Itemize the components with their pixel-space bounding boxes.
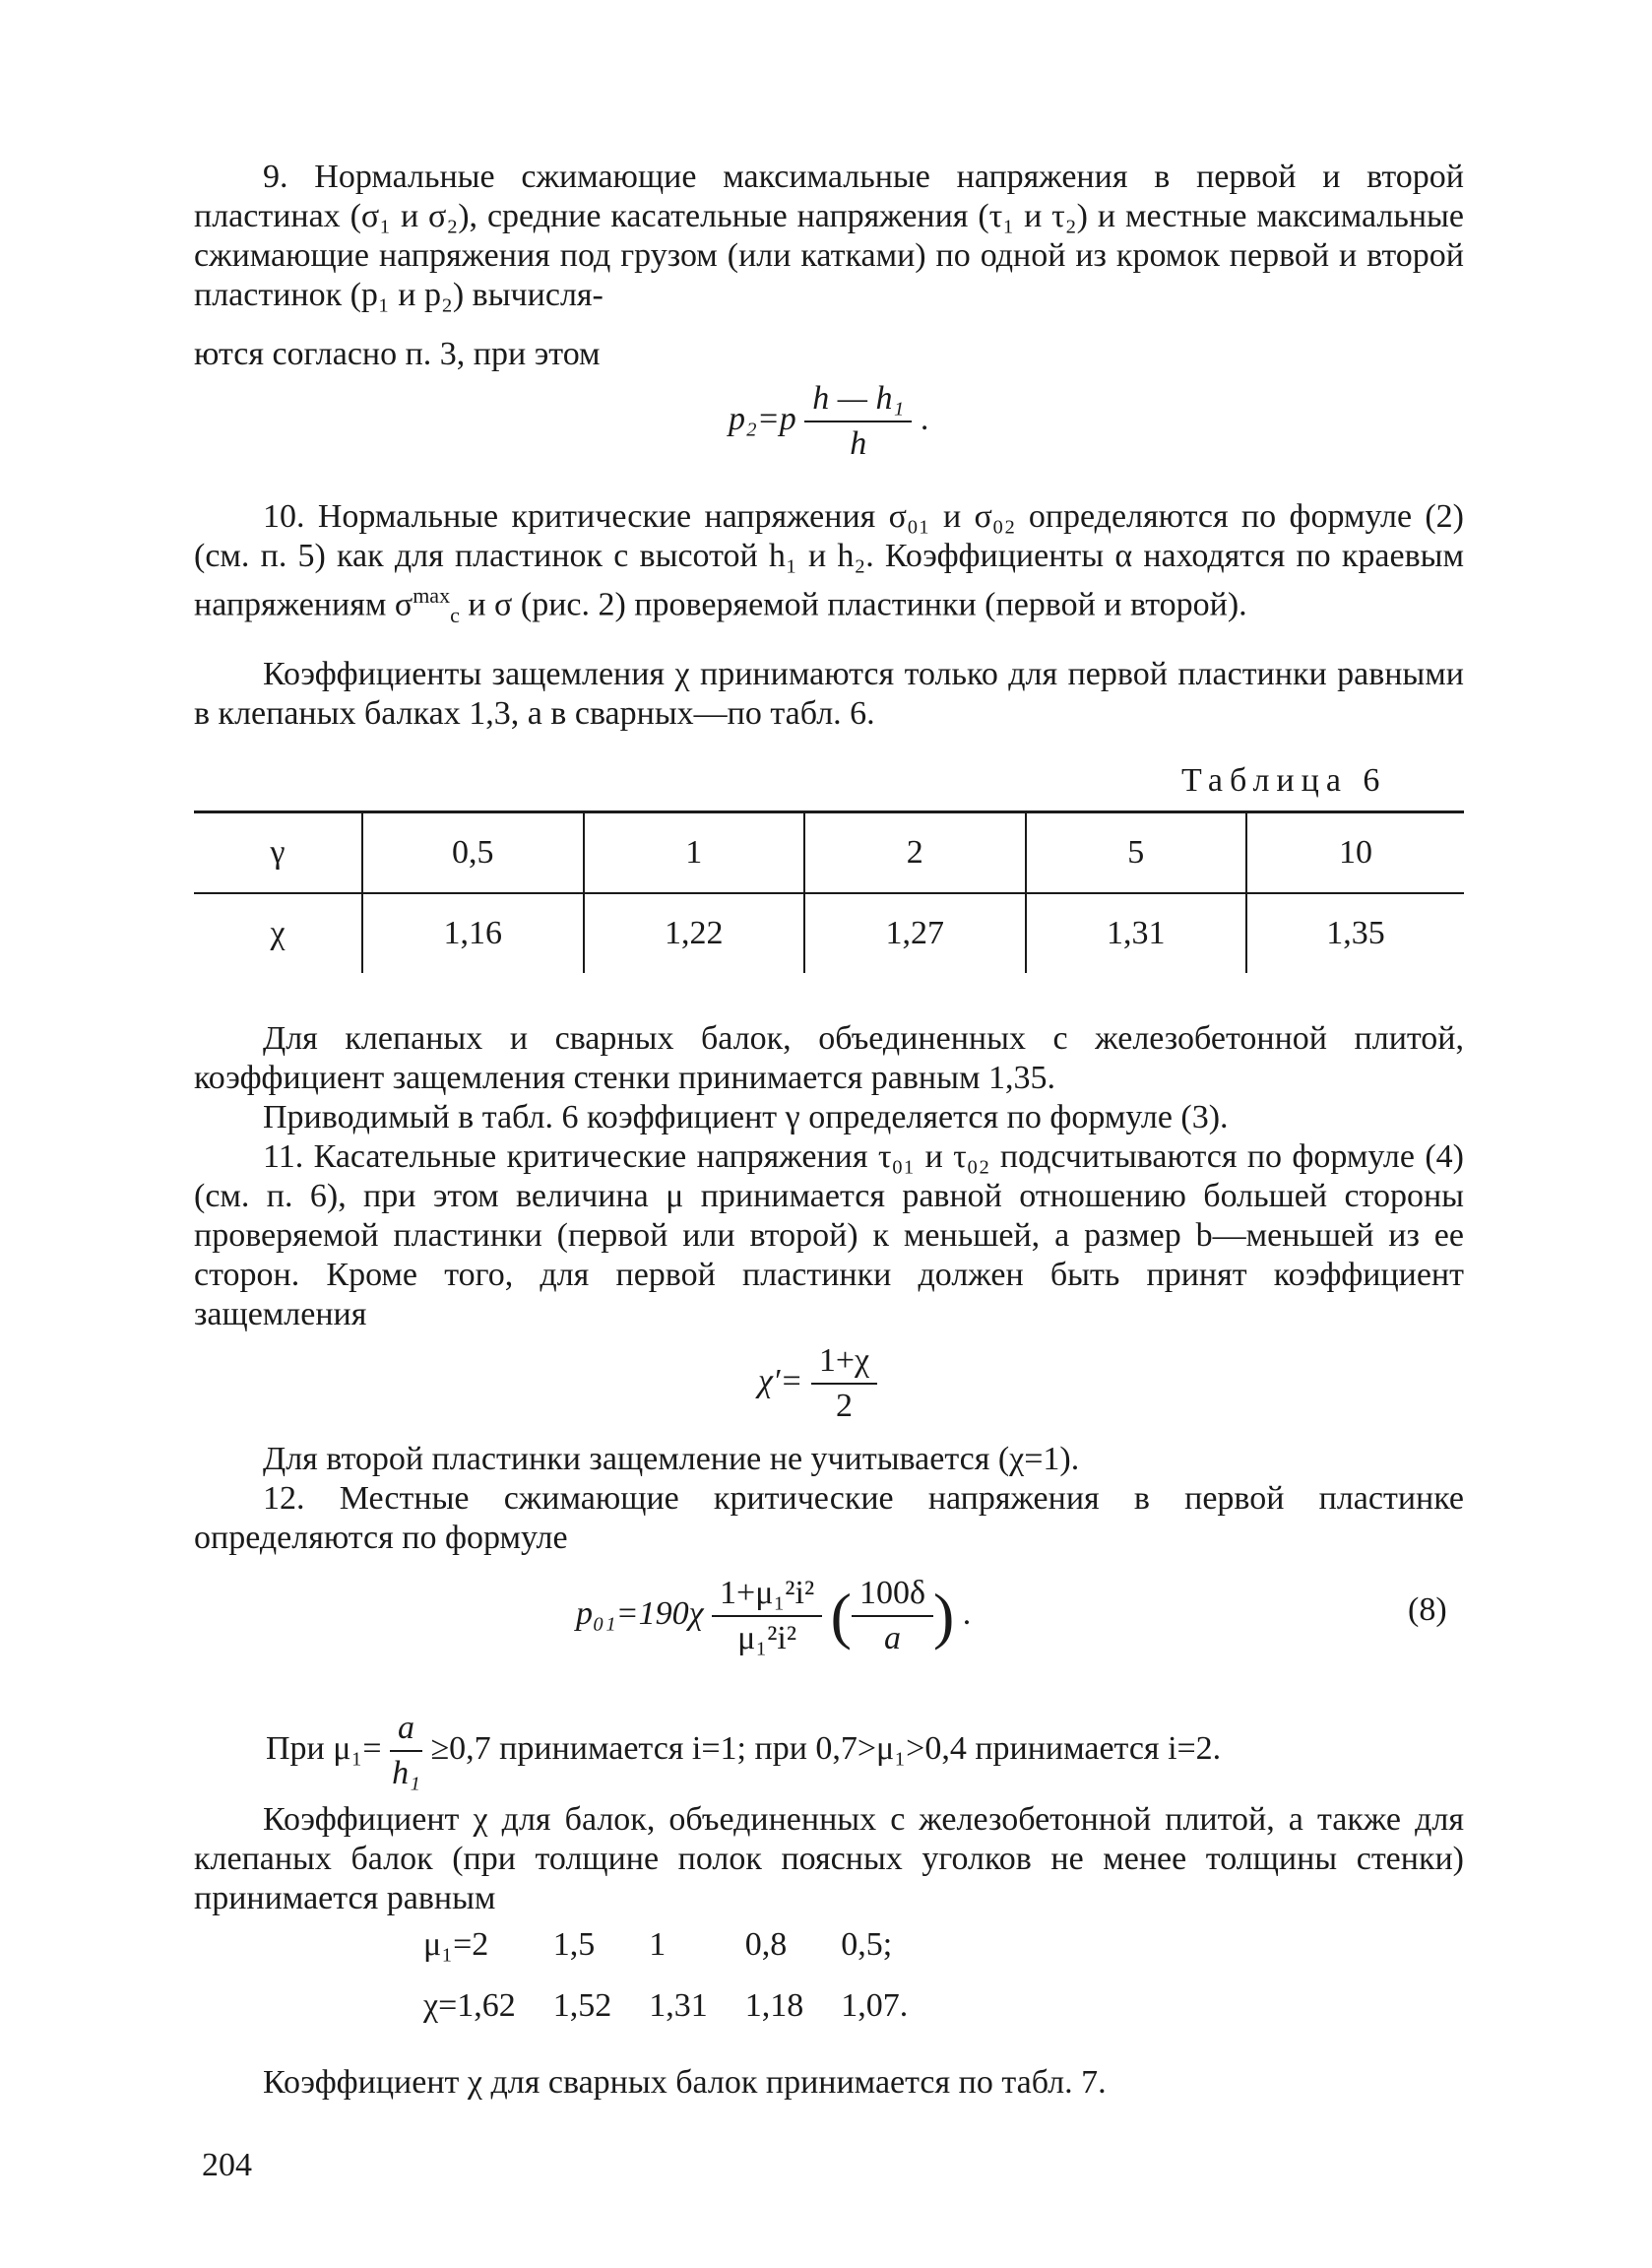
chi-value: χ=1,62 <box>423 1987 516 2024</box>
numerator: 100δ <box>852 1574 933 1617</box>
paragraph-9: 9. Нормальные сжимающие максимальные напряжения в первой и второй пластинах (σ₁ и σ₂), средние касательные напряжения (τ₁ и τ₂) и местные максимальные сжимающие напряжения под грузом (или катками) по одной из кромок первой и второй пластинок (p₁ и p₂) вычисля- <box>194 159 1464 313</box>
mu-value: μ₁=2 <box>423 1926 489 1963</box>
equation-lhs: p₀₁=190χ <box>576 1594 704 1632</box>
denominator: μ₁²i² <box>737 1620 797 1656</box>
equation-8 <box>576 1574 971 1658</box>
mu-value: 0,8 <box>744 1926 788 1963</box>
page-number: 204 <box>202 2147 252 2183</box>
chi-value: 1,18 <box>744 1987 804 2024</box>
mu-value: 1,5 <box>552 1926 596 1963</box>
paragraph-clamping: Коэффициенты защемления χ принимаются только для первой пластинки равными в клепаных балках 1,3, а в сварных—по табл. 6. <box>194 656 1464 732</box>
paragraph-10 <box>194 497 1464 635</box>
paragraph-9-cont: ются согласно п. 3, при этом <box>194 336 601 372</box>
table-cell: 1,16 <box>362 893 584 973</box>
table-cell: 10 <box>1246 812 1464 894</box>
table-cell: 1,22 <box>584 893 805 973</box>
denominator: h₁ <box>392 1755 420 1791</box>
paragraph-when <box>266 1709 1221 1793</box>
numerator: 1+χ <box>811 1341 877 1385</box>
when-post: ≥0,7 принимается i=1; при 0,7>μ₁>0,4 принимается i=2. <box>430 1729 1222 1767</box>
when-pre: При μ₁= <box>266 1729 382 1767</box>
table-cell: γ <box>194 812 362 894</box>
numerator: h — h₁ <box>804 379 912 422</box>
table-caption: Таблица 6 <box>1181 762 1387 799</box>
table-cell: 5 <box>1026 812 1247 894</box>
table-6 <box>194 810 1464 973</box>
equation-lhs: p₂=p <box>729 400 796 437</box>
equation-end: . <box>920 400 929 437</box>
fraction <box>712 1574 822 1658</box>
sigma-superscript: max <box>413 583 451 608</box>
table-row-gamma <box>194 812 1464 894</box>
numerator: a <box>390 1709 422 1752</box>
denominator: 2 <box>835 1388 853 1424</box>
chi-row <box>423 1981 945 2042</box>
fraction <box>811 1341 877 1426</box>
paragraph-welded: Коэффициент χ для сварных балок принимается по табл. 7. <box>263 2064 1107 2101</box>
paragraph-coefficient: Коэффициент χ для балок, объединенных с железобетонной плитой, а также для клепаных балок (при толщине полок поясных уголков не менее толщины стенки) принимается равным <box>194 1801 1464 1916</box>
numerator: 1+μ₁²i² <box>712 1574 822 1617</box>
denominator: a <box>883 1620 901 1656</box>
paragraph-second-plate: Для второй пластинки защемление не учитывается (χ=1). <box>263 1441 1080 1477</box>
equation-chi-prime <box>758 1341 877 1426</box>
table-cell: χ <box>270 915 286 951</box>
fraction <box>804 379 912 464</box>
paragraph-10-tail: и σ (рис. 2) проверяемой пластинки (первой и второй). <box>459 586 1247 623</box>
chi-value: 1,31 <box>649 1987 708 2024</box>
table-row-chi <box>194 893 1464 973</box>
paragraph-12: 12. Местные сжимающие критические напряжения в первой пластинке определяются по формуле <box>194 1480 1464 1556</box>
table-cell: 1,35 <box>1246 893 1464 973</box>
mu-value: 1 <box>649 1926 667 1963</box>
chi-value: 1,07. <box>841 1987 909 2024</box>
paragraph-riveted-composite: Для клепаных и сварных балок, объединенных с железобетонной плитой, коэффициент защемления стенки принимается равным 1,35. <box>194 1020 1464 1096</box>
equation-p2 <box>729 379 928 464</box>
fraction <box>390 1709 422 1793</box>
fraction-2 <box>852 1574 933 1658</box>
table-cell: 1 <box>584 812 805 894</box>
paren-open: ( <box>830 1581 852 1651</box>
equation-label: (8) <box>1408 1591 1447 1628</box>
mu-chi-values <box>423 1920 945 2042</box>
paragraph-11: 11. Касательные критические напряжения τ₀₁ и τ₀₂ подсчитываются по формуле (4) (см. п. 6), при этом величина μ принимается равной отношению большей стороны проверяемой пластинки (первой или второй) к меньшей, а размер b—меньшей из ее сторон. Кроме того, для первой пластинки должен быть принят коэффициент защемления <box>194 1138 1464 1332</box>
equation-lhs: χ′= <box>758 1362 803 1399</box>
chi-value: 1,52 <box>552 1987 612 2024</box>
table-cell: 1,27 <box>804 893 1026 973</box>
sigma-subscript: c <box>450 603 460 628</box>
mu-row <box>423 1920 945 1981</box>
table-cell: 2 <box>804 812 1026 894</box>
paragraph-10-text: 10. Нормальные критические напряжения σ₀₁ и σ₀₂ определяются по формуле (2) (см. п. 5) как для пластинок с высотой h₁ и h₂. Коэффициенты α находятся по краевым напряжениям σ <box>194 498 1464 623</box>
table-cell: 1,31 <box>1026 893 1247 973</box>
mu-value: 0,5; <box>841 1926 893 1963</box>
equation-dot: . <box>962 1594 972 1632</box>
paren-close: ) <box>932 1581 955 1651</box>
denominator: h <box>850 425 867 462</box>
paragraph-gamma: Приводимый в табл. 6 коэффициент γ определяется по формуле (3). <box>263 1099 1229 1135</box>
table-cell: 0,5 <box>362 812 584 894</box>
